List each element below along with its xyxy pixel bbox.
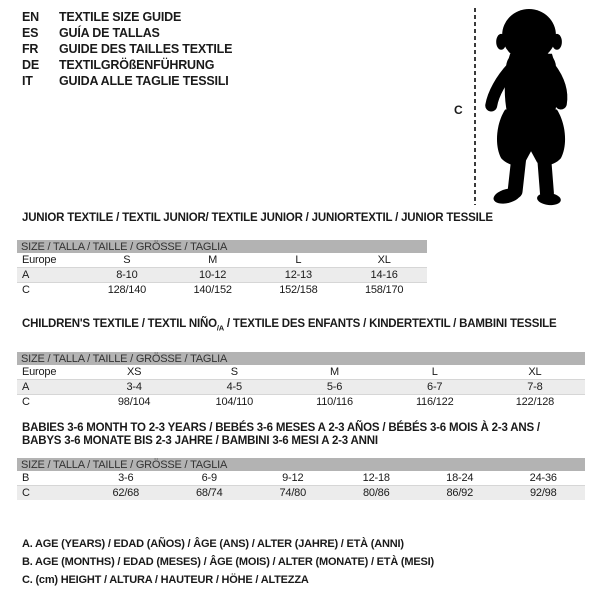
size-table — [17, 352, 585, 409]
size-header-label: SIZE / TALLA / TAILLE / GRÖSSE / TAGLIA — [21, 240, 228, 253]
page-header — [0, 0, 600, 204]
size-value: 92/98 — [529, 487, 557, 500]
section-title-line — [22, 435, 600, 448]
size-value: 12-18 — [362, 472, 390, 485]
size-value: 3-6 — [118, 472, 134, 485]
section-childrens-textile — [17, 318, 600, 409]
language-list — [22, 9, 232, 89]
section-title-text: JUNIOR TEXTILE / TEXTIL JUNIOR/ TEXTILE JUNIOR / JUNIORTEXTIL / JUNIOR TESSILE — [22, 212, 493, 224]
size-row — [17, 471, 585, 485]
size-value: 6-9 — [201, 472, 217, 485]
size-value: XL — [528, 366, 542, 379]
size-value: 9-12 — [282, 472, 304, 485]
size-row — [17, 365, 585, 379]
size-row — [17, 253, 427, 267]
size-value: L — [431, 366, 438, 379]
size-value: 128/140 — [107, 284, 147, 296]
size-header-bar — [17, 240, 427, 253]
legend-line: C. (cm) HEIGHT / ALTURA / HAUTEUR / HÖHE / ALTEZZA — [22, 574, 309, 587]
row-label: A — [22, 381, 30, 394]
size-value: 7-8 — [527, 381, 543, 394]
row-label: A — [22, 269, 30, 281]
size-value: XS — [126, 366, 142, 379]
measure-legend — [22, 535, 600, 589]
size-value: 86/92 — [446, 487, 474, 500]
size-value: 116/122 — [415, 396, 454, 409]
size-header-bar — [17, 352, 585, 365]
size-value: 3-4 — [126, 381, 142, 394]
language-row — [22, 25, 232, 41]
size-value: 98/104 — [117, 396, 151, 409]
size-value: L — [295, 254, 302, 266]
size-header-bar — [17, 458, 585, 471]
section-junior-textile — [17, 212, 600, 297]
language-row — [22, 41, 232, 57]
size-value: M — [330, 366, 339, 379]
section-title-text: BABYS 3-6 MONATE BIS 2-3 JAHRE / BAMBINI 3-6 MESI A 2-3 ANNI — [22, 435, 378, 448]
section-title — [22, 318, 600, 334]
size-value: 12-13 — [284, 269, 312, 281]
size-value: 152/158 — [279, 284, 318, 296]
language-label: GUÍA DE TALLAS — [59, 26, 160, 40]
height-measure-line — [474, 8, 476, 205]
size-row — [17, 485, 585, 500]
section-title-text: CHILDREN'S TEXTILE / TEXTIL NIÑO — [22, 318, 217, 330]
legend-line: A. AGE (YEARS) / EDAD (AÑOS) / ÂGE (ANS) / ALTER (JAHRE) / ETÀ (ANNI) — [22, 538, 404, 551]
language-row — [22, 73, 232, 89]
row-label: C — [22, 284, 30, 296]
section-title-text: / TEXTILE DES ENFANTS / KINDERTEXTIL / BAMBINI TESSILE — [223, 318, 557, 330]
section-title-line — [22, 318, 600, 334]
language-row — [22, 57, 232, 73]
section-title-text: BABIES 3-6 MONTH TO 2-3 YEARS / BEBÉS 3-6 MESES A 2-3 AÑOS / BÉBÉS 3-6 MOIS À 2-3 ANS / — [22, 422, 540, 435]
row-label: C — [22, 487, 30, 500]
section-title — [22, 422, 600, 448]
language-code: FR — [22, 42, 39, 56]
size-value: 10-12 — [199, 269, 227, 281]
size-row — [17, 379, 585, 394]
size-value: 4-5 — [226, 381, 242, 394]
section-title — [22, 212, 600, 225]
size-value: 104/110 — [215, 396, 254, 409]
language-label: TEXTILGRÖßENFÜHRUNG — [59, 58, 215, 72]
size-value: 6-7 — [427, 381, 443, 394]
size-value: 14-16 — [370, 269, 398, 281]
size-value: M — [208, 254, 218, 266]
row-label: B — [22, 472, 30, 485]
size-value: 5-6 — [326, 381, 343, 394]
size-row — [17, 394, 585, 409]
language-code: EN — [22, 10, 39, 24]
size-value: 80/86 — [362, 487, 390, 500]
section-title-line — [22, 422, 600, 435]
size-value: 18-24 — [446, 472, 474, 485]
section-babies-textile — [17, 422, 600, 500]
height-measure-figure — [450, 8, 593, 207]
baby-silhouette-figure — [479, 8, 593, 207]
language-code: ES — [22, 26, 39, 40]
size-value: 74/80 — [279, 487, 307, 500]
language-label: TEXTILE SIZE GUIDE — [59, 10, 182, 24]
language-row — [22, 9, 232, 25]
size-row — [17, 267, 427, 282]
row-label: C — [22, 396, 30, 409]
size-value: S — [230, 366, 238, 379]
size-table — [17, 240, 427, 297]
language-code: IT — [22, 74, 33, 88]
size-header-label: SIZE / TALLA / TAILLE / GRÖSSE / TAGLIA — [21, 352, 228, 365]
language-label: GUIDE DES TAILLES TEXTILE — [59, 42, 233, 56]
size-value: 140/152 — [193, 284, 232, 296]
size-value: 8-10 — [116, 269, 138, 281]
row-label: Europe — [22, 366, 57, 379]
size-row — [17, 282, 427, 297]
size-header-label: SIZE / TALLA / TAILLE / GRÖSSE / TAGLIA — [21, 458, 228, 471]
size-value: 158/170 — [364, 284, 404, 296]
height-measure-label: C — [454, 103, 463, 117]
size-value: 68/74 — [195, 487, 223, 500]
size-value: 110/116 — [316, 396, 353, 409]
size-value: 62/68 — [112, 487, 140, 500]
size-value: S — [123, 254, 131, 266]
language-label: GUIDA ALLE TAGLIE TESSILI — [59, 74, 229, 88]
size-table — [17, 458, 585, 500]
row-label: Europe — [22, 254, 57, 266]
size-value: 24-36 — [529, 472, 557, 485]
legend-line: B. AGE (MONTHS) / EDAD (MESES) / ÂGE (MOIS) / ALTER (MONATE) / ETÀ (MESI) — [22, 556, 434, 569]
language-code: DE — [22, 58, 39, 72]
size-value: 122/128 — [515, 396, 555, 409]
section-title-text: /A — [216, 323, 224, 333]
size-value: XL — [377, 254, 391, 266]
section-title-line — [22, 212, 600, 225]
